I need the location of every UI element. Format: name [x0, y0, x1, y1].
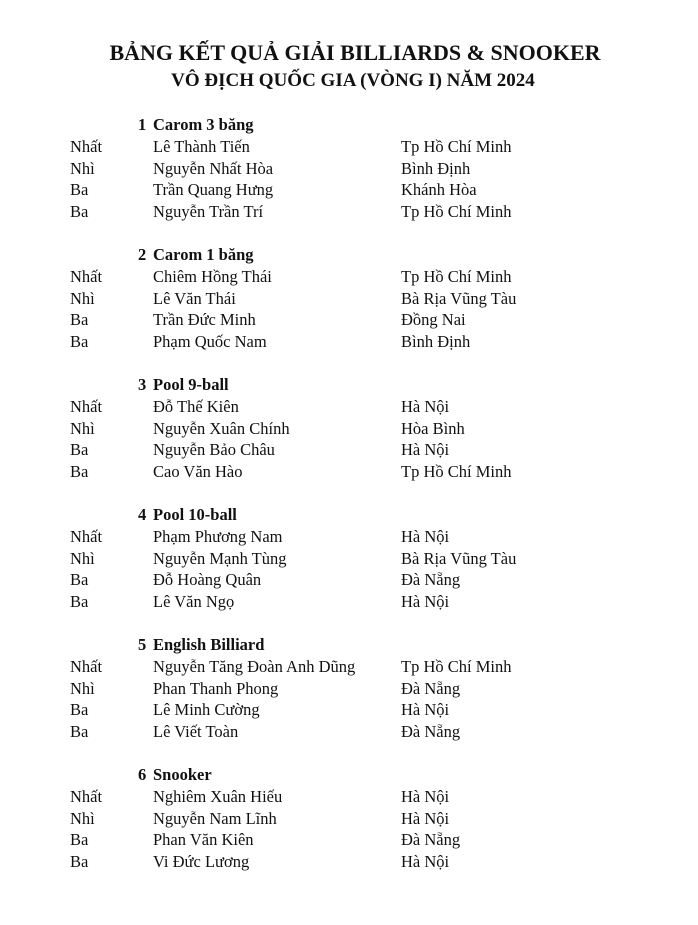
player-name: Phan Thanh Phong: [153, 679, 279, 698]
result-row: [0, 829, 698, 851]
player-name: Nguyễn Nhất Hòa: [153, 159, 274, 178]
prize-label: Nhất: [70, 527, 103, 546]
prize-label: Ba: [70, 722, 89, 741]
section-name: Pool 10-ball: [153, 505, 237, 524]
section-carom-3-bang: [0, 114, 698, 244]
prize-label: Ba: [70, 570, 89, 589]
result-row: [0, 136, 698, 158]
player-name: Nguyễn Bảo Châu: [153, 440, 275, 459]
result-row: [0, 656, 698, 678]
result-row: [0, 439, 698, 461]
player-name: Đỗ Hoàng Quân: [153, 570, 262, 589]
section-number: 2: [138, 245, 147, 264]
prize-label: Nhất: [70, 657, 103, 676]
section-heading: [138, 114, 254, 136]
player-name: Phạm Quốc Nam: [153, 332, 267, 351]
player-name: Nguyễn Nam Lĩnh: [153, 809, 277, 828]
result-row: [0, 721, 698, 743]
section-name: Carom 1 băng: [153, 245, 254, 264]
prize-label: Ba: [70, 202, 89, 221]
prize-label: Nhì: [70, 289, 95, 308]
prize-label: Ba: [70, 180, 89, 199]
result-row: [0, 786, 698, 808]
player-name: Lê Văn Ngọ: [153, 592, 235, 611]
player-province: Bà Rịa Vũng Tàu: [401, 549, 517, 568]
player-name: Phạm Phương Nam: [153, 527, 283, 546]
player-province: Hà Nội: [401, 852, 450, 871]
result-row: [0, 808, 698, 830]
player-province: Tp Hồ Chí Minh: [401, 137, 512, 156]
prize-label: Ba: [70, 592, 89, 611]
player-province: Hà Nội: [401, 440, 450, 459]
prize-label: Nhất: [70, 137, 103, 156]
result-row: [0, 179, 698, 201]
section-number: 6: [138, 765, 147, 784]
player-name: Nguyễn Mạnh Tùng: [153, 549, 287, 568]
section-number: 3: [138, 375, 147, 394]
player-province: Khánh Hòa: [401, 180, 477, 199]
prize-label: Ba: [70, 440, 89, 459]
player-name: Lê Thành Tiến: [153, 137, 250, 156]
result-row: [0, 201, 698, 223]
player-name: Đỗ Thế Kiên: [153, 397, 239, 416]
section-heading: [138, 244, 254, 266]
player-province: Tp Hồ Chí Minh: [401, 657, 512, 676]
results-sections: [0, 114, 698, 894]
prize-label: Nhất: [70, 397, 103, 416]
prize-label: Ba: [70, 852, 89, 871]
player-name: Lê Viết Toàn: [153, 722, 239, 741]
player-province: Bà Rịa Vũng Tàu: [401, 289, 517, 308]
prize-label: Ba: [70, 462, 89, 481]
section-heading: [138, 504, 237, 526]
section-name: Snooker: [153, 765, 212, 784]
player-province: Hà Nội: [401, 787, 450, 806]
player-name: Nguyễn Xuân Chính: [153, 419, 290, 438]
section-number: 4: [138, 505, 147, 524]
result-row: [0, 461, 698, 483]
result-row: [0, 288, 698, 310]
prize-label: Nhất: [70, 267, 103, 286]
result-row: [0, 418, 698, 440]
result-row: [0, 158, 698, 180]
player-name: Vi Đức Lương: [153, 852, 250, 871]
player-province: Đồng Nai: [401, 310, 466, 329]
section-heading: [138, 374, 229, 396]
section-snooker: [0, 764, 698, 894]
player-province: Hà Nội: [401, 809, 450, 828]
player-name: Lê Văn Thái: [153, 289, 236, 308]
player-province: Đà Nẵng: [401, 570, 461, 589]
prize-label: Nhì: [70, 549, 95, 568]
player-province: Tp Hồ Chí Minh: [401, 462, 512, 481]
player-name: Trần Quang Hưng: [153, 180, 274, 199]
result-row: [0, 548, 698, 570]
player-province: Tp Hồ Chí Minh: [401, 202, 512, 221]
section-name: English Billiard: [153, 635, 265, 654]
result-row: [0, 678, 698, 700]
document-subtitle: VÔ ĐỊCH QUỐC GIA (VÒNG I) NĂM 2024: [171, 70, 535, 91]
prize-label: Ba: [70, 310, 89, 329]
player-province: Bình Định: [401, 332, 471, 351]
player-province: Hòa Bình: [401, 419, 465, 438]
prize-label: Ba: [70, 830, 89, 849]
prize-label: Nhì: [70, 159, 95, 178]
player-name: Nguyễn Trần Trí: [153, 202, 264, 221]
player-province: Đà Nẵng: [401, 722, 461, 741]
section-heading: [138, 634, 264, 656]
result-row: [0, 266, 698, 288]
result-row: [0, 526, 698, 548]
section-carom-1-bang: [0, 244, 698, 374]
player-province: Đà Nẵng: [401, 830, 461, 849]
player-province: Hà Nội: [401, 397, 450, 416]
document-title: BẢNG KẾT QUẢ GIẢI BILLIARDS & SNOOKER: [109, 40, 601, 65]
result-row: [0, 851, 698, 873]
section-number: 1: [138, 115, 147, 134]
player-name: Trần Đức Minh: [153, 310, 256, 329]
result-row: [0, 699, 698, 721]
result-row: [0, 331, 698, 353]
player-province: Đà Nẵng: [401, 679, 461, 698]
player-name: Chiêm Hồng Thái: [153, 267, 272, 286]
player-name: Nghiêm Xuân Hiếu: [153, 787, 283, 806]
section-pool-10-ball: [0, 504, 698, 634]
prize-label: Nhì: [70, 679, 95, 698]
player-province: Hà Nội: [401, 527, 450, 546]
section-pool-9-ball: [0, 374, 698, 504]
section-name: Carom 3 băng: [153, 115, 254, 134]
result-row: [0, 309, 698, 331]
prize-label: Nhì: [70, 809, 95, 828]
prize-label: Nhất: [70, 787, 103, 806]
player-name: Nguyễn Tăng Đoàn Anh Dũng: [153, 657, 356, 676]
result-row: [0, 591, 698, 613]
result-row: [0, 396, 698, 418]
player-province: Tp Hồ Chí Minh: [401, 267, 512, 286]
player-name: Cao Văn Hào: [153, 462, 243, 481]
player-province: Hà Nội: [401, 700, 450, 719]
prize-label: Ba: [70, 332, 89, 351]
result-row: [0, 569, 698, 591]
section-heading: [138, 764, 212, 786]
section-name: Pool 9-ball: [153, 375, 229, 394]
prize-label: Ba: [70, 700, 89, 719]
player-name: Phan Văn Kiên: [153, 830, 254, 849]
player-name: Lê Minh Cường: [153, 700, 260, 719]
player-province: Bình Định: [401, 159, 471, 178]
player-province: Hà Nội: [401, 592, 450, 611]
section-number: 5: [138, 635, 147, 654]
prize-label: Nhì: [70, 419, 95, 438]
section-english-billiard: [0, 634, 698, 764]
